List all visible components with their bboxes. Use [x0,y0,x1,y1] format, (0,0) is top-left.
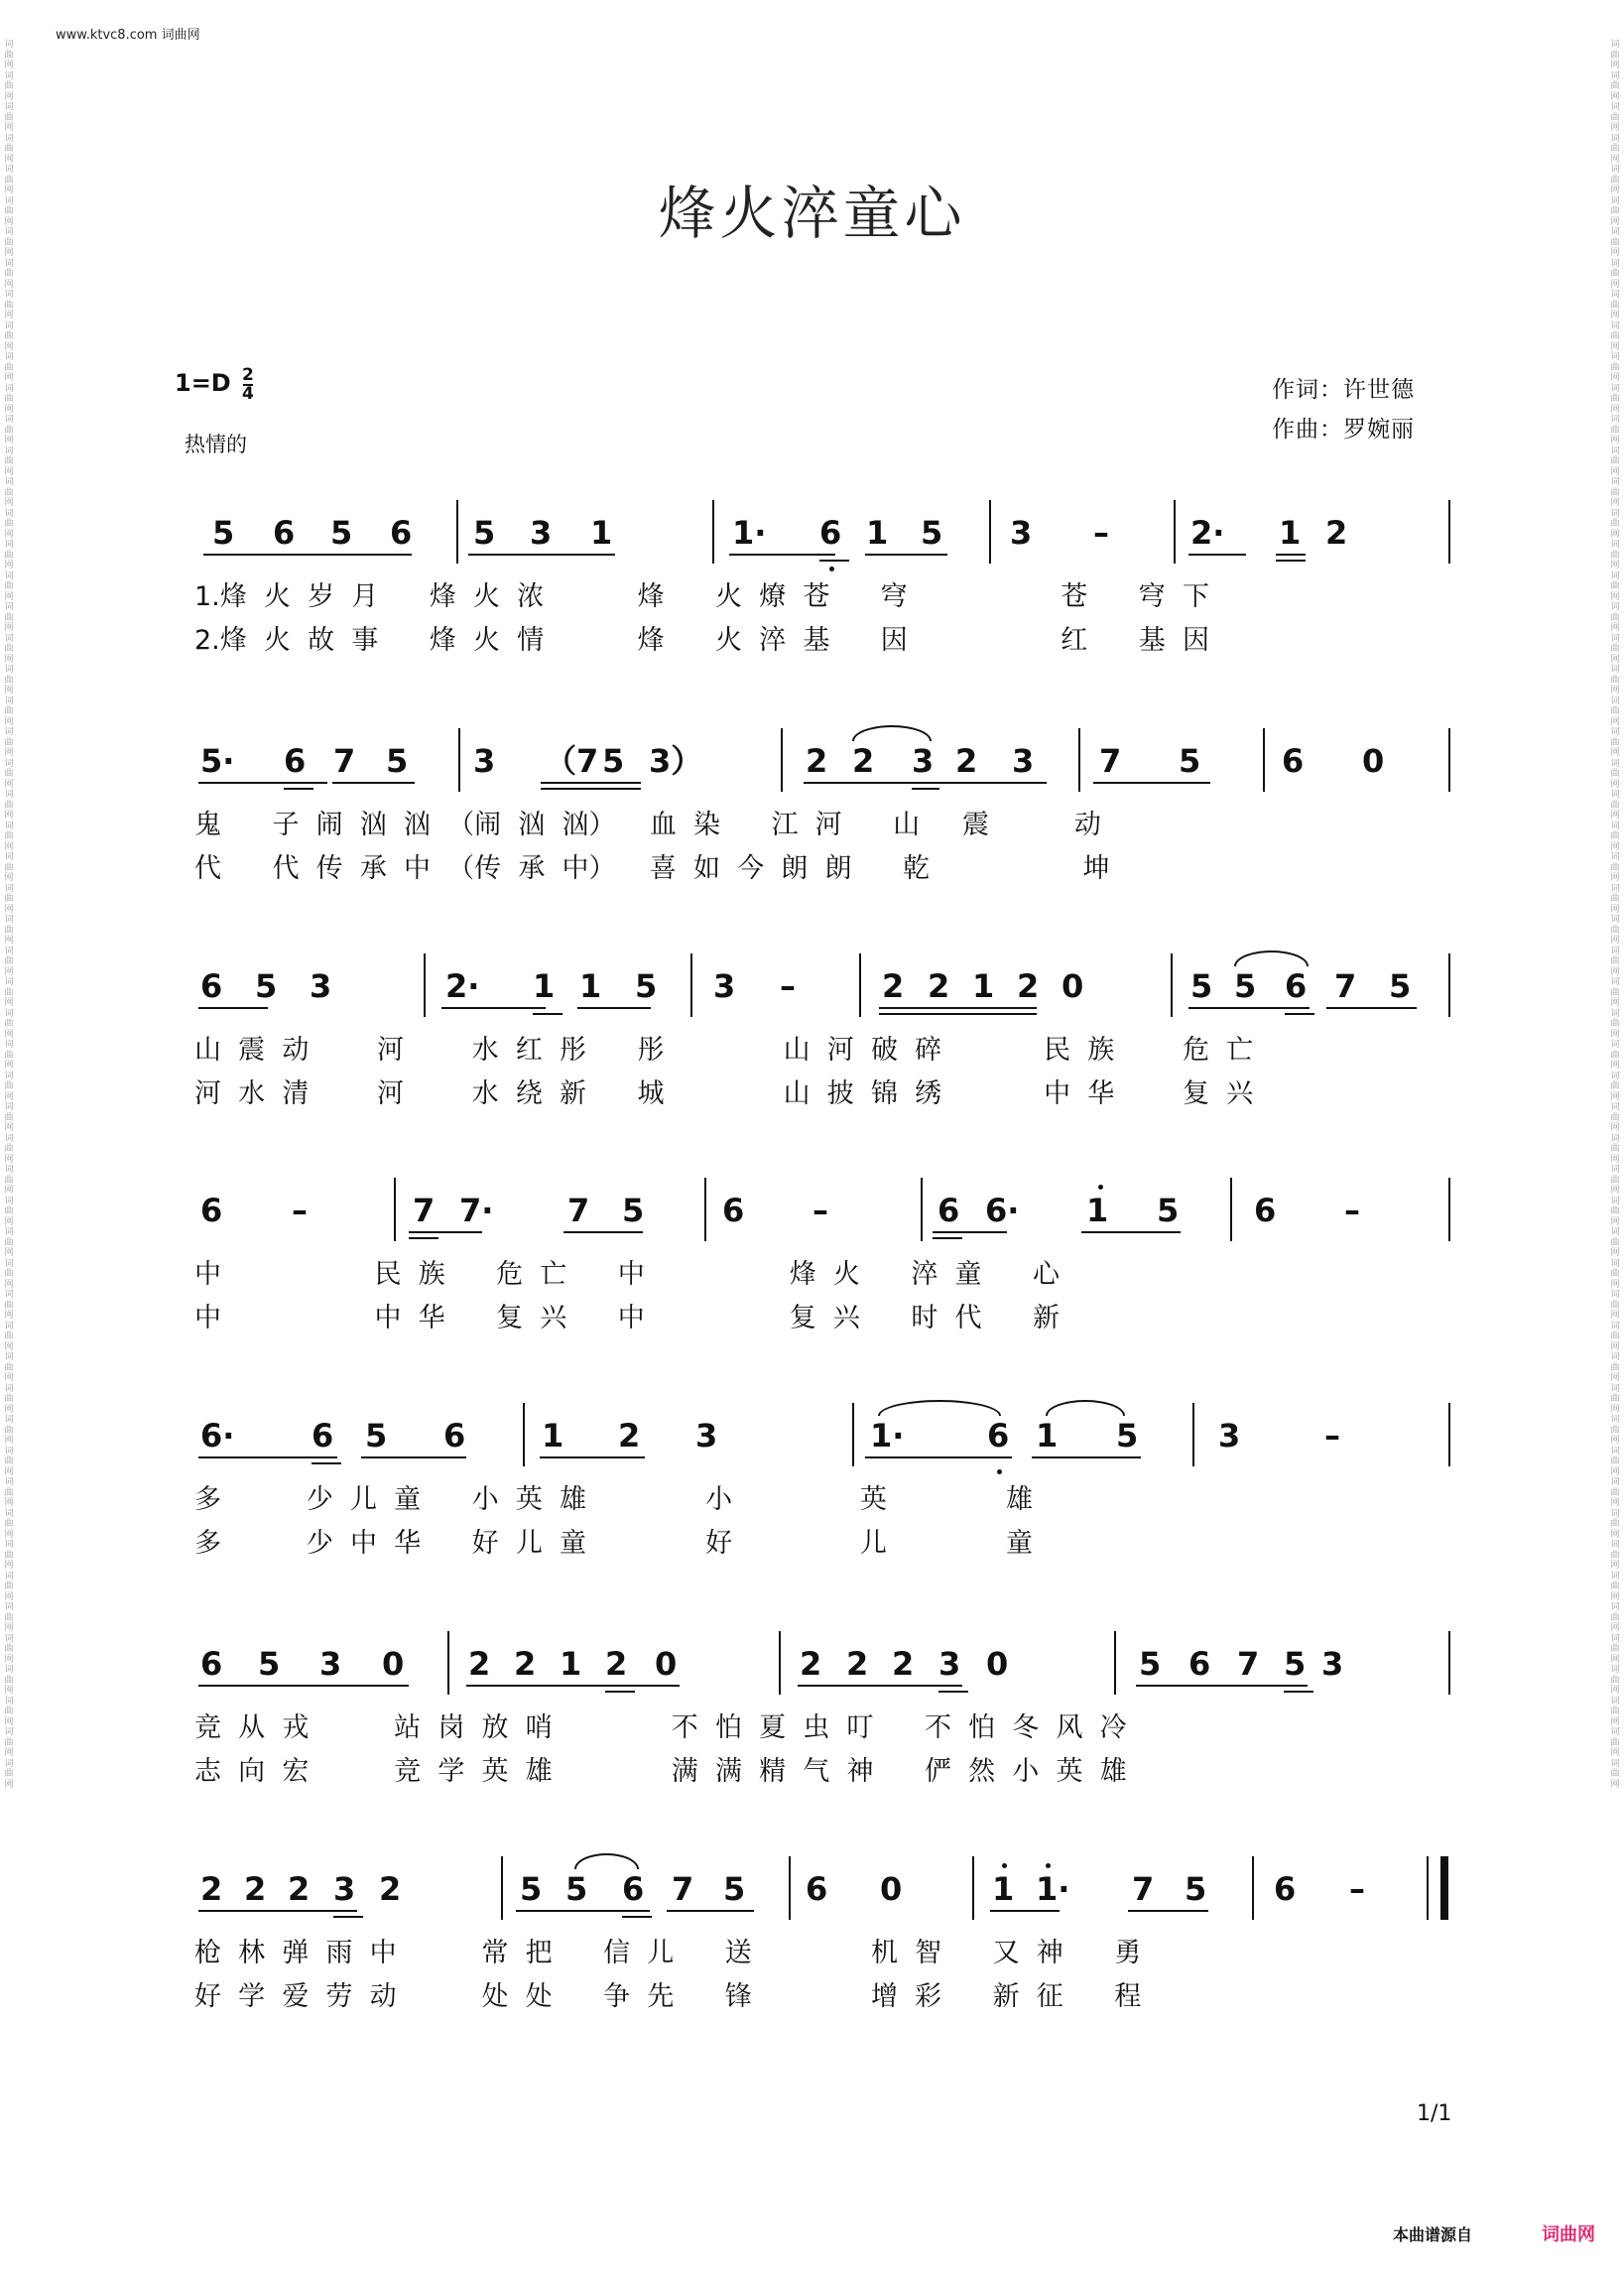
note: 2 [468,1645,491,1683]
beam-underline-double [333,1916,363,1918]
beam-underline [1093,782,1210,784]
note: 6 [806,1870,828,1908]
note: – [1349,1870,1365,1908]
note: – [1093,514,1109,552]
beam-underline [1276,554,1306,556]
beam-underline [198,1910,357,1912]
beam-underline [577,1007,651,1009]
beam-underline [198,1456,337,1458]
composer-credit: 作曲：罗婉丽 [1272,417,1415,442]
note: 6 [722,1192,745,1229]
barline [1078,728,1080,792]
note: 3 [1010,514,1033,552]
beam-underline [1136,1685,1308,1687]
note: 2 [806,742,828,780]
note: 3 [1321,1645,1344,1683]
beam-underline [1032,1456,1141,1458]
barline [1448,728,1450,792]
note: 1· [870,1417,905,1454]
note: 1· [732,514,767,552]
page-number: 1/1 [1417,2101,1452,2126]
note: 3 [310,967,332,1005]
barline [690,953,692,1017]
barline [447,1631,449,1695]
note: 0 [655,1645,678,1683]
beam-underline-double [409,1237,438,1239]
key-signature: 1=D [175,369,231,397]
note: 1 [1279,514,1302,552]
note: 7 [567,1192,590,1229]
beam-underline-double [541,788,641,790]
lyrics-verse-1: 中 民 族 危 亡 中 烽 火 淬 童 心 [194,1259,1061,1290]
barline [989,500,991,564]
slur [1046,1400,1125,1416]
site-url: www.ktvc8.com 词曲网 [56,28,200,43]
beam-underline [865,554,947,556]
note: 3 [912,742,935,780]
beam-underline [198,1685,409,1687]
beam-underline-double [533,1013,562,1015]
slur [852,725,932,741]
beam-underline [516,1910,650,1912]
beam-underline [203,554,412,556]
note: 0 [1062,967,1084,1005]
note: 2 [605,1645,628,1683]
slur [878,1400,1001,1416]
note: 2· [1190,514,1225,552]
slur [1234,950,1309,966]
beam-underline-double [312,1462,341,1464]
lyrics-verse-2: 好 学 爱 劳 动 处 处 争 先 锋 增 彩 新 征 程 [194,1981,1142,2012]
note: 3 [530,514,553,552]
note: 5 [1139,1645,1162,1683]
note: 5 [1185,1870,1207,1908]
barline [1114,1631,1116,1695]
note: 1 [533,967,556,1005]
note: 6 [443,1417,466,1454]
barline [1427,1856,1429,1920]
beam-underline-double [605,1691,635,1693]
note: 5 [1389,967,1412,1005]
lyrics-verse-2: 河 水 清 河 水 绕 新 城 山 披 锦 绣 中 华 复 兴 [194,1078,1254,1109]
note: 2 [618,1417,641,1454]
beam-underline-double [622,1916,652,1918]
barline [1448,1631,1450,1695]
note: 3 [1218,1417,1241,1454]
note: 3 [1012,742,1035,780]
note: （7 [545,742,599,780]
beam-underline [667,1910,754,1912]
note: 0 [986,1645,1009,1683]
note: 2 [1325,514,1348,552]
note: 3 [695,1417,718,1454]
beam-underline [933,1231,1007,1233]
beam-underline [990,1910,1060,1912]
beam-underline [879,1007,1037,1009]
source-brand: 词曲网 [1542,2224,1595,2245]
beam-underline [198,782,327,784]
beam-underline [409,1231,482,1233]
note: 1 [866,514,889,552]
beam-underline [798,1685,962,1687]
beam-underline [865,1456,1012,1458]
time-denominator: 4 [242,384,254,404]
note: 6 [1188,1645,1211,1683]
time-signature [242,367,254,403]
note: 1 [972,967,995,1005]
note: 5 [473,514,496,552]
barline [1448,500,1450,564]
time-numerator: 2 [242,365,254,385]
beam-underline-double [284,788,313,790]
beam-underline-double [1285,1013,1314,1015]
beam-underline [468,554,615,556]
beam-underline [1081,1231,1181,1233]
note: 7 [1334,967,1357,1005]
note: 5 [365,1417,388,1454]
note: 5 [635,967,658,1005]
watermark-left: 词曲网词曲网词曲网词曲网词曲网词曲网词曲网词曲网词曲网词曲网词曲网词曲网词曲网词曲网词曲网词曲网词曲网词曲网词曲网词曲网词曲网词曲网词曲网词曲网词曲网词曲网词曲网词曲网词曲网词曲网词曲网词曲网词曲网词曲网词曲网词曲网词曲网词曲网词曲网词曲网词曲网词曲网词曲网词曲网词曲网词曲网词曲网词曲网词曲网词曲网词曲网词曲网词曲网词曲网词曲网词曲网 [4,40,14,1790]
note: 3 [473,742,496,780]
beam-underline-double [879,1013,1037,1015]
note: 2 [928,967,950,1005]
note: 1 [590,514,613,552]
beam-underline-double [1276,560,1306,562]
note: 5 [330,514,353,552]
beam-underline [1188,1007,1310,1009]
note: 6 [1254,1192,1277,1229]
barline [1174,500,1176,564]
lyrics-verse-1: 1.烽 火 岁 月 烽 火 浓 烽 火 燎 苍 穹 苍 穹 下 [194,581,1209,612]
note: 5 [723,1870,746,1908]
watermark-right: 词曲网词曲网词曲网词曲网词曲网词曲网词曲网词曲网词曲网词曲网词曲网词曲网词曲网词曲网词曲网词曲网词曲网词曲网词曲网词曲网词曲网词曲网词曲网词曲网词曲网词曲网词曲网词曲网词曲网词曲网词曲网词曲网词曲网词曲网词曲网词曲网词曲网词曲网词曲网词曲网词曲网词曲网词曲网词曲网词曲网词曲网词曲网词曲网词曲网词曲网词曲网词曲网词曲网词曲网词曲网词曲网 [1610,40,1620,1790]
note: – [1324,1417,1340,1454]
note: 7 [1099,742,1122,780]
lyrics-verse-2: 代 代 传 承 中 （传 承 中） 喜 如 今 朗 朗 乾 坤 [194,853,1110,884]
beam-underline [541,782,641,784]
note: 1· [1036,1870,1070,1908]
beam-underline [361,1456,466,1458]
note: – [292,1192,308,1229]
beam-underline [563,1231,643,1233]
note: 2 [800,1645,822,1683]
note: 6· [200,1417,235,1454]
beam-underline-double [1284,1691,1313,1693]
note: 6 [312,1417,334,1454]
beam-underline [804,782,1047,784]
note: 6· [985,1192,1020,1229]
beam-underline [540,1456,645,1458]
note: 1 [542,1417,564,1454]
note: 5 [565,1870,588,1908]
note: 6 [200,967,223,1005]
note: 2 [882,967,905,1005]
lyrics-verse-2: 中 中 华 复 兴 中 复 兴 时 代 新 [194,1303,1061,1333]
note: 2 [514,1645,537,1683]
source-label: 本曲谱源自 [1393,2225,1473,2244]
barline [852,1403,854,1466]
note: 6 [390,514,413,552]
note: 6 [1282,742,1305,780]
note: 0 [1362,742,1385,780]
beam-underline [1326,1007,1417,1009]
barline [1171,953,1173,1017]
note: 5 [1234,967,1257,1005]
note: 6 [284,742,307,780]
note: 2 [1017,967,1040,1005]
beam-underline [729,554,835,556]
note: 1 [1036,1417,1059,1454]
note: 0 [880,1870,903,1908]
song-title: 烽火淬童心 [658,180,966,247]
note: 5 [1157,1192,1180,1229]
barline [972,1856,974,1920]
note: 7 [672,1870,694,1908]
octave-dot [1046,1863,1051,1868]
barline [1252,1856,1254,1920]
barline [781,728,783,792]
note: 3 [319,1645,342,1683]
lyrics-verse-1: 山 震 动 河 水 红 彤 彤 山 河 破 碎 民 族 危 亡 [194,1035,1254,1066]
barline [712,500,714,564]
beam-underline [1128,1910,1208,1912]
barline [1448,953,1450,1017]
beam-underline [198,1007,268,1009]
barline [779,1631,781,1695]
note: 7 [333,742,356,780]
octave-dot [997,1469,1002,1474]
beam-underline [466,1685,680,1687]
lyrics-verse-1: 枪 林 弹 雨 中 常 把 信 儿 送 机 智 又 神 勇 [194,1938,1142,1968]
final-barline [1440,1856,1448,1920]
note: 2 [955,742,978,780]
note: 3 [333,1870,356,1908]
note: 2 [379,1870,402,1908]
note: 5 [1179,742,1201,780]
beam-underline-double [938,1691,968,1693]
barline [501,1856,503,1920]
note: 1 [560,1645,582,1683]
lyrics-verse-1: 多 少 儿 童 小 英 雄 小 英 雄 [194,1484,1034,1515]
note: 5 [921,514,943,552]
slur [574,1853,639,1869]
beam-underline [441,1007,546,1009]
barline [704,1178,706,1241]
note: 3 [938,1645,961,1683]
note: 7· [459,1192,494,1229]
note: 3 [713,967,736,1005]
barline [859,953,861,1017]
lyrics-verse-2: 志 向 宏 竞 学 英 雄 满 满 精 气 神 俨 然 小 英 雄 [194,1756,1127,1787]
note: 6 [1274,1870,1297,1908]
note: 5 [258,1645,281,1683]
barline [1448,1178,1450,1241]
note: 5 [1190,967,1213,1005]
barline [789,1856,791,1920]
note: 5 [212,514,235,552]
lyrics-verse-1: 鬼 子 闹 汹 汹 （闹 汹 汹） 血 染 江 河 山 震 动 [194,810,1101,840]
note: 6 [622,1870,645,1908]
barline [1263,728,1265,792]
note: 6 [1285,967,1308,1005]
octave-dot [1002,1863,1007,1868]
note: 5 [1116,1417,1139,1454]
barline [1448,1403,1450,1466]
note: – [812,1192,828,1229]
note: 5 [602,742,625,780]
barline [456,500,458,564]
note: 6 [273,514,296,552]
note: 5 [255,967,278,1005]
note: 5 [622,1192,645,1229]
note: 1 [579,967,602,1005]
lyricist-credit: 作词：许世德 [1272,377,1415,403]
barline [424,953,426,1017]
barline [394,1178,396,1241]
beam-underline-double [933,1237,962,1239]
beam-underline [1188,554,1246,556]
barline [458,728,460,792]
note: 2· [445,967,480,1005]
octave-dot [1098,1185,1103,1190]
octave-dot [829,567,834,571]
note: 1 [1086,1192,1109,1229]
note: 1 [992,1870,1015,1908]
note: 2 [846,1645,869,1683]
note: 3） [649,742,703,780]
note: 5 [520,1870,543,1908]
note: – [1344,1192,1360,1229]
lyrics-verse-2: 多 少 中 华 好 儿 童 好 儿 童 [194,1528,1034,1559]
note: 6 [987,1417,1010,1454]
note: 2 [852,742,875,780]
note: 7 [1132,1870,1155,1908]
barline [921,1178,923,1241]
note: 5 [386,742,409,780]
note: 6 [937,1192,960,1229]
lyrics-verse-2: 2.烽 火 故 事 烽 火 情 烽 火 淬 基 因 红 基 因 [194,625,1209,656]
note: 6 [200,1645,223,1683]
tempo-marking: 热情的 [185,433,247,456]
note: 2 [200,1870,223,1908]
note: 5 [1284,1645,1307,1683]
note: 0 [382,1645,405,1683]
note: 2 [244,1870,267,1908]
note: 5· [200,742,235,780]
barline [1230,1178,1232,1241]
note: – [780,967,796,1005]
beam-underline [332,782,415,784]
note: 6 [200,1192,223,1229]
beam-underline-double [819,560,849,562]
barline [523,1403,525,1466]
note: 2 [892,1645,915,1683]
beam-underline-double [912,788,939,790]
note: 6 [819,514,842,552]
note: 2 [288,1870,311,1908]
note: 7 [413,1192,436,1229]
lyrics-verse-1: 竞 从 戎 站 岗 放 哨 不 怕 夏 虫 叮 不 怕 冬 风 冷 [194,1712,1127,1743]
note: 7 [1237,1645,1260,1683]
barline [1192,1403,1194,1466]
